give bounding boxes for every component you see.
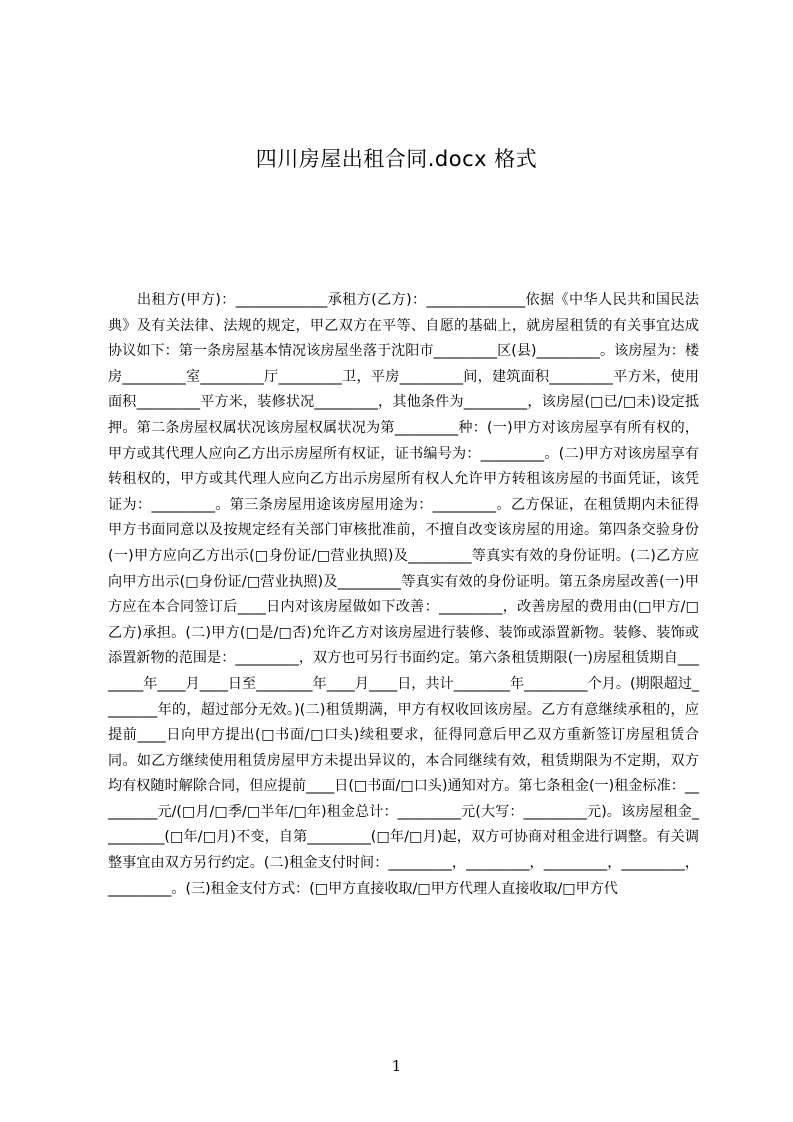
page-number: 1 bbox=[391, 1057, 402, 1075]
document-title: 四川房屋出租合同.docx 格式 bbox=[255, 147, 538, 171]
contract-body-paragraph: 出租方(甲方)：_____________承租方(乙方)：______________依据《中华人民共和国民法典》及有关法律、法规的规定，甲乙双方在平等、自愿的基础上，就房屋租赁的有关事宜达成协议如下：第一条房屋基本情况该房屋坐落于沈阳市_________区(县)_________。该房屋为：楼房_________室_________厅_________卫，平房_________间，建筑面积_________平方米，使用面积_________平方米，装修状况_________，其他条件为_________，该房屋(□已/□未)设定抵押。第二条房屋权属状况该房屋权属状况为第_________种：(一)甲方对该房屋享有所有权的，甲方或其代理人应向乙方出示房屋所有权证，证书编号为：_________。(二)甲方对该房屋享有转租权的，甲方或其代理人应向乙方出示房屋所有权人允许甲方转租该房屋的书面凭证，该凭证为：_________。第三条房屋用途该房屋用途为：_________。乙方保证，在租赁期内未征得甲方书面同意以及按规定经有关部门审核批准前，不擅自改变该房屋的用途。第四条交验身份(一)甲方应向乙方出示(□身份证/□营业执照)及_________等真实有效的身份证明。(二)乙方应向甲方出示(□身份证/□营业执照)及_________等真实有效的身份证明。第五条房屋改善(一)甲方应在本合同签订后____日内对该房屋做如下改善：_________，改善房屋的费用由(□甲方/□乙方)承担。(二)甲方(□是/□否)允许乙方对该房屋进行装修、装饰或添置新物。装修、装饰或添置新物的范围是：_________，双方也可另行书面约定。第六条租赁期限(一)房屋租赁期自________年____月____日至________年____月____日，共计________年_________个月。(期限超过________年的，超过部分无效。)(二)租赁期满，甲方有权收回该房屋。乙方有意继续承租的，应提前____日向甲方提出(□书面/□口头)续租要求，征得同意后甲乙双方重新签订房屋租赁合同。如乙方继续使用租赁房屋甲方未提出异议的，本合同继续有效，租赁期限为不定期，双方均有权随时解除合同，但应提前____日(□书面/□口头)通知对方。第七条租金(一)租金标准：_________元/(□月/□季/□半年/□年)租金总计：_________元(大写：_________元)。该房屋租金_________(□年/□月)不变，自第_________(□年/□月)起，双方可协商对租金进行调整。有关调整事宜由双方另行约定。(二)租金支付时间：_________，_________，_________，_________，_________。(三)租金支付方式：(□甲方直接收取/□甲方代理人直接收取/□甲方代 bbox=[108, 292, 699, 897]
